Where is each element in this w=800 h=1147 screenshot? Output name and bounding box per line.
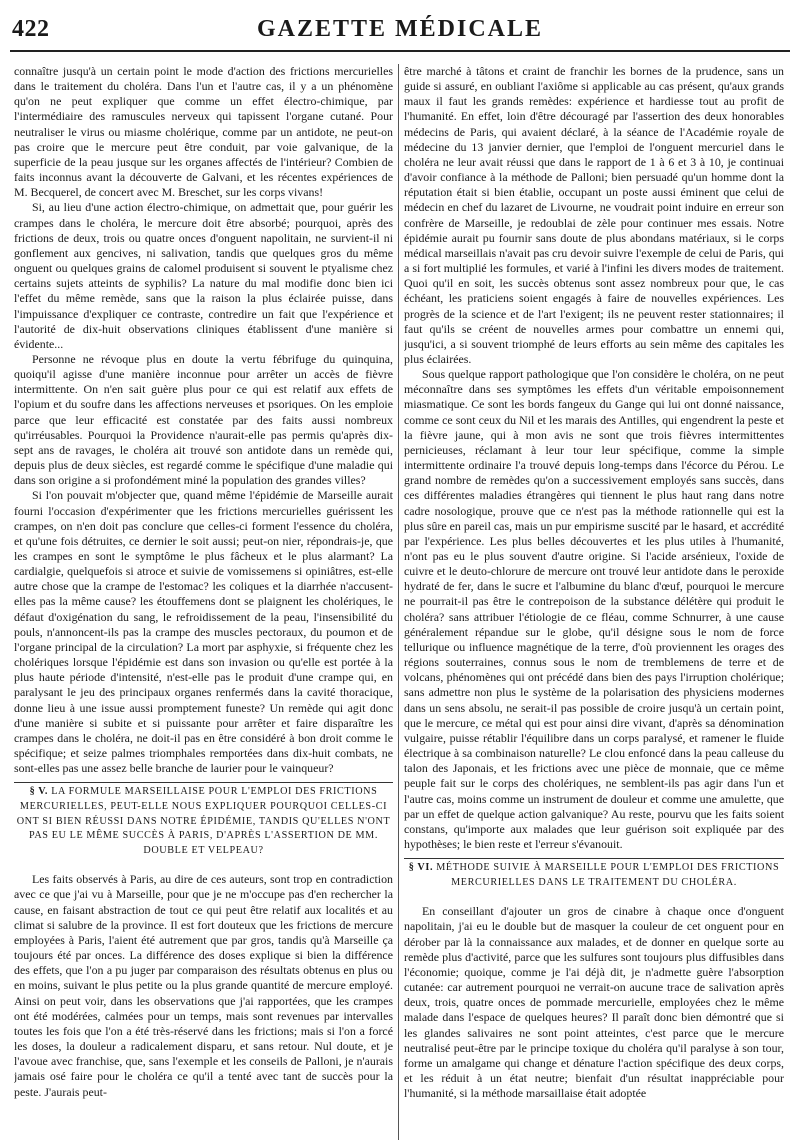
section-number: § V. bbox=[29, 786, 49, 798]
page-header bbox=[10, 14, 790, 52]
paragraph: Sous quelque rapport pathologique que l'on considère le choléra, on ne peut méconnaître dans ses symptômes les effets d'un véritable empoisonnement miasmatique. Ce sont les bords fangeux du Gange qui lui ont donné naissance, comme ce sont ceux du Nil et les marais des Antilles, qui engendrent la peste et la fièvre jaune, qui à mon avis ne sont que trois fièvres intermittentes pernicieuses, réclamant à leur tour leur spécifique, comme la simple intermittente ordinaire l'a trouvé depuis long-temps dans l'écorce du Pérou. Le grand nombre de remèdes qu'on a successivement employés sans succès, dans ces différentes maladies étrangères qui tiennent le plus haut rang dans notre cadre nosologique, prouve que ce n'est pas la méthode rationnelle qui est la plus sûre en pareil cas, mais un pur empirisme suscité par le hasard, et accrédité par l'expérience. Les plus belles découvertes et les plus utiles à l'humanité, n'ont pas eu le plus souvent d'autre origine. Si l'acide arsénieux, l'oxide de cuivre et le deuto-chlorure de mercure ont trouvé leur antidote dans le peroxide hydraté de fer, dans le sucre et l'albumine du blanc d'œuf, pourquoi le mercure ne pourrait-il pas être le contrepoison de la substance délétère qui produit le choléra? sans attribuer l'étiologie de ce fléau, comme Schnurrer, à une cause généralement répandue sur le globe, qu'il désigne sous le nom de force tellurique ou influence magnétique de la terre, d'où proviennent les orages des régions souterraines, connus sous le nom de tremblemens de terre et de volcans, phénomènes qui ont précédé dans bien des pays l'irruption cholérique; sans admettre non plus le système de la polarisation des physiciens modernes dans un sens absolu, ne serait-il pas possible de croire jusqu'à un certain point, que le mercure, ce métal qui est pour ainsi dire vivant, d'après sa dénomination vulgaire, puisse rétablir l'équilibre dans un corps paralysé, et ramener le fluide électrique à sa combinaison naturelle? Le clou enfoncé dans la peau calleuse du talon des Japonais, et les frictions avec une pièce de monnaie, que ce même peuple fait sur le corps des cholériques, ne semblent-ils pas agir dans l'un et l'autre cas, moins comme un instrument de douleur et comme une amulette, que par un effet de quelque action galvanique? Au reste, pourvu que les faits soient constans, qu'importe aux malades que leur guérison soit expliquée par des hypothèses; le bien reste et l'erreur s'évanouit. bbox=[404, 367, 784, 851]
section-heading-5 bbox=[14, 782, 393, 864]
column-divider bbox=[398, 64, 399, 1140]
paragraph: Si, au lieu d'une action électro-chimique, on admettait que, pour guérir les crampes dans le choléra, le mercure doit être absorbé; pourquoi, après des frictions de deux, trois ou quatre onces d'onguent napolitain, ne survient-il ni gonflement aux gencives, ni salivation, tandis que quelques gros du même onguent ou quelques grains de calomel produisent si souvent le ptyalisme chez certains sujets atteints de syphilis? La nature du mal modifie donc bien ici l'effet du même remède, sans que la raison la plus éclairée puisse, dans l'impuissance d'expliquer ce contraste, contredire un fait que l'expérience et l'autorité de dix-huit observations cliniques établissent d'une manière si évidente... bbox=[14, 200, 393, 351]
paragraph: En conseillant d'ajouter un gros de cinabre à chaque once d'onguent napolitain, j'ai eu le double but de masquer la couleur de cet onguent pour en dérober par là la connaissance aux malades, et de donner en quelque sorte au remède plus d'activité, parce que les sulfures sont toujours plus diffusibles dans l'économie; quoique, comme je l'ai déjà dit, je n'admette guère l'absorption cutanée: car autrement pourquoi ne verrait-on aucune trace de salivation après deux, trois, quatre onces de pommade mercurielle, employées chez le même malade dans l'espace de quelques heures? Il paraît donc bien démontré que si les glandes salivaires ne sont point atteintes, c'est parce que le mercure neutralisé peut-être par le principe toxique du choléra qu'il paralyse à son tour, forme un amalgame qui change et dénature l'action spécifique des deux corps, et les réduit à un état neutre; bienfait d'un résultat inappréciable pour l'humanité, si la méthode marsaillaise était adoptée bbox=[404, 904, 784, 1101]
paragraph: être marché à tâtons et craint de franchir les bornes de la prudence, sans un guide si assuré, en oubliant l'axiôme si applicable au cas présent, qu'aux grands maux il faut les grands remèdes: expérience et hardiesse tout au profit de l'humanité. En effet, loin d'être découragé par l'assertion des deux honorables médecins de Paris, qui avaient déclaré, à la séance de l'Académie royale de médecine du 13 janvier dernier, que l'emploi de l'onguent mercuriel dans le choléra ne leur avait réussi que dans le rapport de 1 à 6 et 3 à 10, je continuai d'avoir confiance à la méthode de Palloni; bien persuadé qu'un homme dont la réputation était si bien établie, occupant un poste aussi éminent que celui de médecin en chef du lazaret de Livourne, ne voudrait point induire en erreur son confrère de Marseille, je redoublai de zèle pour continuer mes essais. Notre épidémie aurait pu fournir sans doute de plus abondans matériaux, si le corps médical marseillais n'avait pas cru devoir suivre l'exemple de celui de Paris, qui a si fort multiplié les formules, et varié à l'infini les divers modes de traitement. Quoi qu'il en soit, les succès obtenus sont assez nombreux pour que, le cas échéant, les praticiens soient engagés à faire de nouvelles expériences. Les progrès de la science et de l'art l'exigent; ils ne peuvent rester stationnaires; il faut qu'ils se créent de nouvelles armes pour combattre un ennemi qui, jusqu'ici, a si souvent triomphé de leurs efforts au sein même des capitales les plus éclairées. bbox=[404, 64, 784, 366]
journal-title: GAZETTE MÉDICALE bbox=[256, 16, 544, 42]
paragraph: Si l'on pouvait m'objecter que, quand même l'épidémie de Marseille aurait fourni l'occasion d'expérimenter que les frictions mercurielles guérissent les crampes, on n'en doit pas conclure que celles-ci forment l'essence du choléra, et qu'une fois détruites, ce dernier le soit aussi; peut-on nier, répondrais-je, que les crampes en sont le symptôme le plus fâcheux et le plus alarmant? La cardialgie, quelquefois si atroce et suivie de vomissemens si opiniâtres, est-elle autre chose que la crampe de l'estomac? les coliques et la diarrhée n'accusent-elles pas la même cause? les étouffemens dont se plaignent les cholériques, le défaut d'oxigénation du sang, le refroidissement de la peau, l'insensibilité du pouls, n'annoncent-ils pas la crampe des muscles pectoraux, du poumon et de l'organe principal de la circulation? La mort par asphyxie, si fréquente chez les cholériques lorsque l'épidémie est dans son invasion ou qu'elle est portée à la plus haute période d'intensité, n'est-elle pas le produit d'une crampe qui, en paralysant le jeu des principaux organes renfermés dans la cavité thoracique, donne lieu à une issue aussi promptement funeste? Un remède qui agit donc d'une manière si subite et si puissante pour arrêter et faire disparaître les crampes dans le choléra, ne doit-il pas en être considéré à bon droit comme le spécifique; et seize palmes triomphales remportées dans dix-huit combats, ne sont-elles pas une assez belle branche de laurier pour le vainqueur? bbox=[14, 488, 393, 776]
page-number: 422 bbox=[12, 16, 50, 42]
section-title: LA FORMULE MARSEILLAISE POUR L'EMPLOI DES FRICTIONS MERCURIELLES, PEUT-ELLE NOUS EXPLIQUER POURQUOI CELLES-CI ONT SI BIEN RÉUSSI DANS NOTRE ÉPIDÉMIE, TANDIS QU'ELLES N'ONT PAS EU LE MÊME SUCCÈS À PARIS, D'APRÈS L'ASSERTION DE MM. DOUBLE ET VELPEAU? bbox=[16, 786, 391, 856]
section-title: MÉTHODE SUIVIE À MARSEILLE POUR L'EMPLOI DES FRICTIONS MERCURIELLES DANS LE TRAITEMENT DU CHOLÉRA. bbox=[436, 862, 780, 888]
left-column bbox=[14, 64, 393, 1140]
paragraph: Les faits observés à Paris, au dire de ces auteurs, sont trop en contradiction avec ce que j'ai vu à Marseille, pour que je ne m'occupe pas d'en rechercher la cause, en faisant abstraction de tout ce qui peut être relatif aux localités et au climat si salubre de la province. Il est fort douteux que les frictions de mercure employées à Paris, l'aient été autrement que par gros, tandis qu'à Marseille ça toujours été par onces. La différence des doses explique si bien la différence des effets, que l'on a pu juger par comparaison des résultats obtenus en plus ou en moins, suivant le plus petite ou la plus grande quantité de mercure employé. Ainsi on peut voir, dans les observations que j'ai rapportées, que les crampes ont été modérées, calmées pour un temps, mais sont revenues par intervalles toutes les fois que l'on a été très-réservé dans les frictions; mais si l'on a forcé les doses, la douleur a radicalement disparu, et sans retour. Nul doute, et je l'avoue avec franchise, que, sans l'exemple et les conseils de Palloni, je n'aurais jamais osé faire pour le choléra ce qu'il a tenté avec tant de succès pour la peste. J'aurais peut- bbox=[14, 872, 393, 1099]
right-column bbox=[404, 64, 784, 1140]
section-heading-6 bbox=[404, 858, 784, 896]
paragraph: Personne ne révoque plus en doute la vertu fébrifuge du quinquina, quoiqu'il agisse d'une manière inconnue pour arrêter un accès de fièvre intermittente. On n'en sait guère plus pour ce qui est relatif aux effets de l'opium et du soufre dans les affections nerveuses et psoriques. On les emploie parce que leur efficacité est constatée par des faits aussi nombreux qu'irréusables. Pourquoi la Providence n'aurait-elle pas permis qu'après dix-sept ans de ravages, le choléra ait trouvé son antidote dans un remède qui, depuis plus de deux siècles, est regardé comme le spécifique d'une maladie qui dans son origine a si profondément miné la population des grandes villes? bbox=[14, 351, 393, 488]
section-number: § VI. bbox=[408, 862, 434, 874]
paragraph: connaître jusqu'à un certain point le mode d'action des frictions mercurielles dans le traitement du choléra. Dans l'un et l'autre cas, il y a un phénomène qu'on ne peut expliquer que comme un effet électro-chimique, par l'intermédiaire des ramuscules nerveux qui tapissent l'organe cutané. Pour neutraliser le virus ou miasme cholérique, comme par un antidote, ne peut-on pas croire que le mercure peut être conduit, par voie galvanique, de la superficie de la peau jusque sur les organes affectés de l'intérieur? Combien de faits inconnus avant la découverte de Galvani, et les récentes expériences de M. Becquerel, de concert avec M. Breschet, sur les corps vivans! bbox=[14, 64, 393, 200]
